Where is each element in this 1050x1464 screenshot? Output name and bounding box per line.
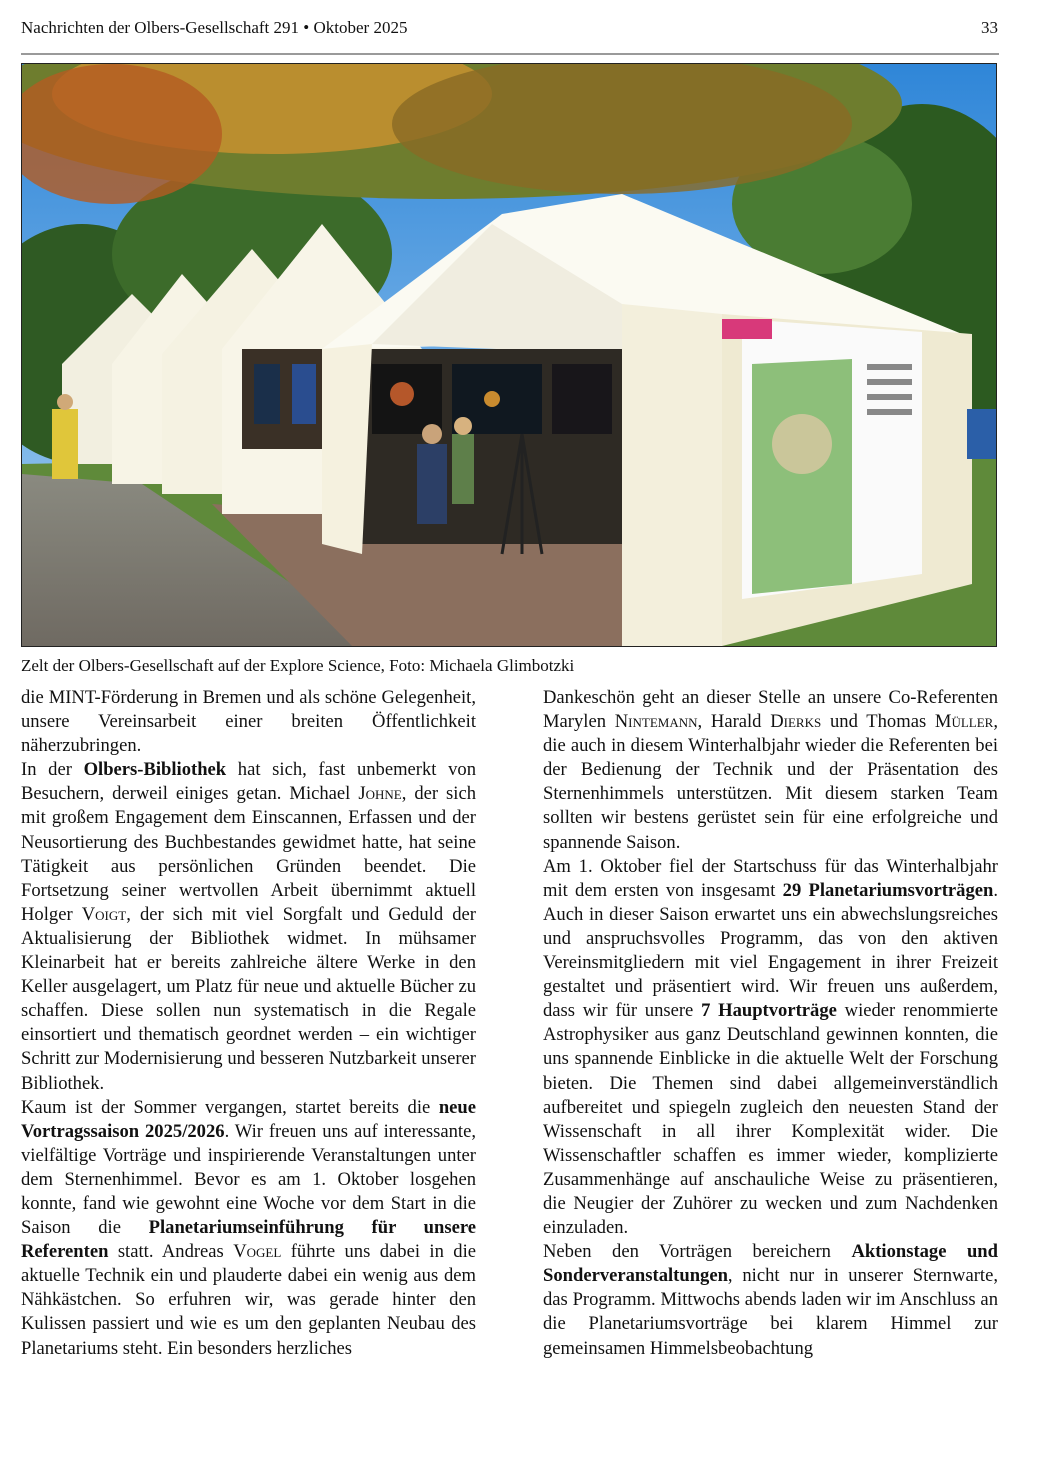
- emphasis: neue Vortragssaison 2025/2026: [21, 1096, 476, 1142]
- text-column-right: [543, 686, 998, 1361]
- person-name: Dierks: [770, 711, 822, 733]
- page-number: 33: [981, 18, 998, 37]
- paragraph: die MINT-Förderung in Bremen und als schöne Gelegenheit, unsere Vereinsarbeit einer breiten Öffentlichkeit näherzubringen.: [21, 687, 476, 757]
- running-title: [21, 18, 407, 38]
- issue-date: Oktober 2025: [313, 18, 408, 37]
- emphasis: Aktionstage und Sonderveranstaltungen: [543, 1241, 998, 1287]
- header-rule: [21, 53, 999, 55]
- emphasis: Olbers-Bibliothek: [83, 759, 227, 781]
- person-name: Johne: [358, 783, 402, 805]
- emphasis: 29 Planetariumsvorträgen: [782, 879, 994, 901]
- title-separator: •: [303, 18, 310, 37]
- paragraph: Kaum ist der Sommer vergangen, startet bereits die neue Vortragssaison 2025/2026. Wir freuen uns auf interessante, vielfältige Vorträge und inspirierende Veranstaltungen unter dem Sternenhimmel. Bevor es am 1. Oktober losgehen konnte, fand wie gewohnt eine Woche vor dem Start in die Saison die Planetariumseinführung für unsere Referenten statt. Andreas Vogel führte uns dabei in die aktuelle Technik ein und plauderte dabei ein wenig aus dem Nähkästchen. So erfuhren wir, was gerade hinter den Kulissen passiert und wie es um den geplanten Neubau des Planetariums steht. Ein besonders herzliches: [21, 1096, 477, 1359]
- text-column-left: [21, 686, 476, 1361]
- emphasis: Planetariumseinführung für unsere Referenten: [21, 1217, 477, 1263]
- person-name: Müller: [934, 711, 994, 733]
- person-name: Vogel: [233, 1241, 282, 1263]
- tent-photo: [21, 63, 997, 647]
- photo-caption: Zelt der Olbers-Gesellschaft auf der Explore Science, Foto: Michaela Glimbotzki: [21, 656, 575, 675]
- paragraph: In der Olbers-Bibliothek hat sich, fast unbemerkt von Besuchern, derweil einiges getan. Michael Johne, der sich mit großem Engagement dem Einscannen, Erfassen und der Neusortierung des Buchbestandes gewidmet hatte, hat seine Tätigkeit aus persönlichen Gründen beendet. Die Fortsetzung seiner wertvollen Arbeit übernimmt aktuell Holger Voigt, der sich mit viel Sorgfalt und Geduld der Aktualisierung der Bibliothek widmet. In mühsamer Kleinarbeit hat er bereits zahlreiche ältere Werke in den Keller ausgelagert, um Platz für neue und aktuelle Bücher zu schaffen. Diese sollen nun systematisch in die Regale einsortiert und thematisch geordnet werden – ein wichtiger Schritt zur Modernisierung und besseren Nutzbarkeit unserer Bibliothek.: [21, 759, 477, 1094]
- person-name: Voigt: [81, 903, 127, 925]
- paragraph: Neben den Vorträgen bereichern Aktionstage und Sonderveranstaltungen, nicht nur in unserer Sternwarte, das Programm. Mittwochs abends laden wir im Anschluss an die Planetariumsvorträge bei klarem Himmel zur gemeinsamen Himmelsbeobachtung: [543, 1241, 998, 1359]
- publication-title: Nachrichten der Olbers-Gesellschaft 291: [21, 18, 300, 37]
- paragraph: Am 1. Oktober fiel der Startschuss für das Winterhalbjahr mit dem ersten von insgesamt 29 Planetariumsvorträgen. Auch in dieser Saison erwartet uns ein abwechslungsreiches und anspruchsvolles Programm, das von den aktiven Vereinsmitgliedern mit viel Engagement in ihrer Freizeit gestaltet und präsentiert wird. Wir freuen uns außerdem, dass wir für unsere 7 Hauptvorträge wieder renommierte Astrophysiker aus ganz Deutschland gewinnen konnten, die uns spannende Einblicke in die aktuelle Welt der Forschung bieten. Die Themen sind dabei allgemeinverständlich aufbereitet und spiegeln zugleich den neuesten Stand der Wissenschaft in all ihrer Komplexität wider. Die Wissenschaftler schaffen es immer wieder, komplizierte Zusammenhänge auf anschauliche Weise zu präsentieren, die Neugier der Zuhörer zu wecken und zum Nachdenken einzuladen.: [543, 855, 999, 1239]
- emphasis: 7 Hauptvorträge: [701, 1000, 837, 1022]
- page-header: [21, 16, 998, 40]
- paragraph: Dankeschön geht an dieser Stelle an unsere Co-Referenten Marylen Nintemann, Harald Dierks und Thomas Müller, die auch in diesem Winterhalbjahr wieder die Referenten bei der Bedienung der Technik und der Präsentation des Sternenhimmels unterstützen. Mit diesem starken Team sollten wir bestens gerüstet sein für eine erfolgreiche und spannende Saison.: [543, 687, 998, 853]
- person-name: Nintemann: [614, 711, 698, 733]
